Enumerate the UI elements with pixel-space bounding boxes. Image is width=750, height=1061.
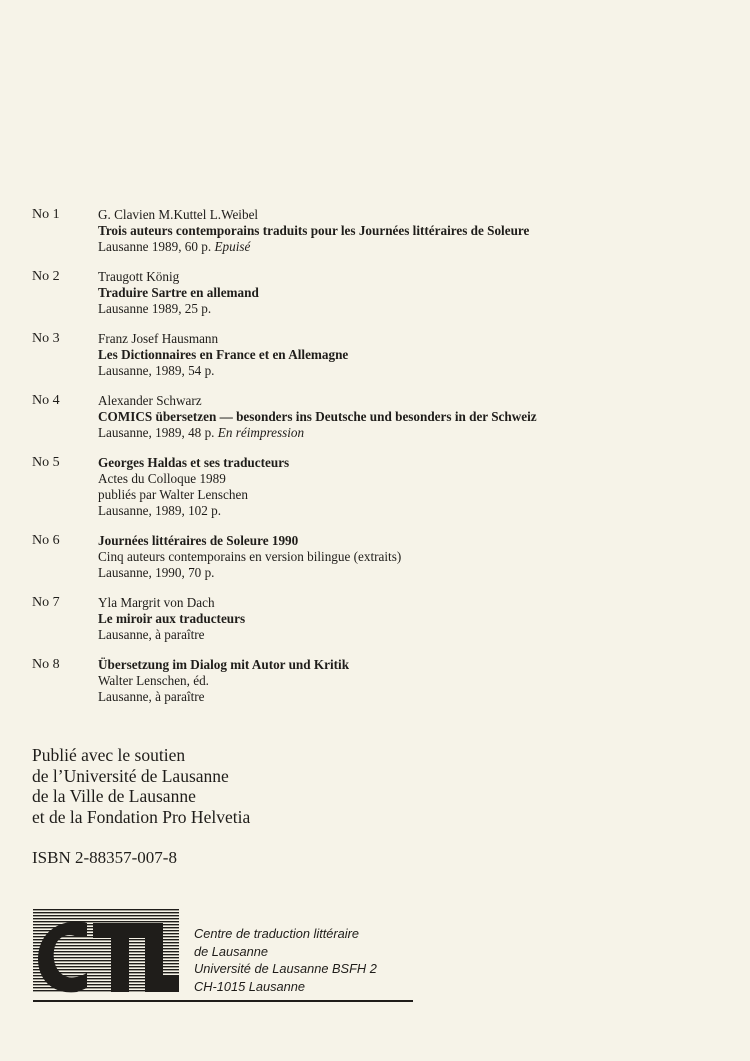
entry-line bbox=[98, 269, 722, 285]
series-list bbox=[32, 207, 722, 719]
series-entry-details bbox=[98, 269, 722, 317]
entry-line bbox=[98, 425, 722, 441]
entry-title bbox=[98, 285, 722, 301]
entry-line-text: Lausanne, 1990, 70 p. bbox=[98, 565, 215, 580]
entry-line-text: G. Clavien M.Kuttel L.Weibel bbox=[98, 207, 259, 222]
entry-line-text: Walter Lenschen, éd. bbox=[98, 673, 209, 688]
entry-line-text: Alexander Schwarz bbox=[98, 393, 202, 408]
support-line: de l’Université de Lausanne bbox=[32, 765, 229, 786]
series-number: No 8 bbox=[32, 657, 60, 672]
support-line: et de la Fondation Pro Helvetia bbox=[32, 806, 251, 827]
entry-line-text: Actes du Colloque 1989 bbox=[98, 471, 226, 486]
series-entry-details bbox=[98, 595, 722, 643]
entry-line bbox=[98, 207, 722, 223]
series-entry bbox=[32, 657, 722, 705]
series-entry-details bbox=[98, 657, 722, 705]
entry-line bbox=[98, 301, 722, 317]
support-statement bbox=[32, 745, 250, 827]
entry-line bbox=[98, 503, 722, 519]
series-entry bbox=[32, 393, 722, 441]
ctl-address bbox=[194, 925, 377, 995]
entry-line-text: Lausanne, à paraître bbox=[98, 689, 205, 704]
entry-title bbox=[98, 657, 722, 673]
entry-line bbox=[98, 331, 722, 347]
entry-line-text: Lausanne, 1989, 102 p. bbox=[98, 503, 222, 518]
series-entry bbox=[32, 207, 722, 255]
entry-line-text: Übersetzung im Dialog mit Autor und Kritik bbox=[98, 657, 350, 672]
support-line: de la Ville de Lausanne bbox=[32, 786, 196, 806]
footer-rule bbox=[33, 1000, 413, 1002]
entry-line bbox=[98, 673, 722, 689]
series-entry-details bbox=[98, 207, 722, 255]
series-number: No 6 bbox=[32, 533, 60, 548]
entry-line bbox=[98, 393, 722, 409]
entry-line-text: Georges Haldas et ses traducteurs bbox=[98, 455, 290, 470]
entry-title bbox=[98, 611, 722, 627]
entry-line-text: publiés par Walter Lenschen bbox=[98, 487, 248, 502]
entry-line-text: Le miroir aux traducteurs bbox=[98, 611, 246, 626]
entry-title bbox=[98, 223, 722, 239]
entry-line-text: Journées littéraires de Soleure 1990 bbox=[98, 533, 299, 548]
series-number: No 2 bbox=[32, 269, 60, 284]
series-entry-details bbox=[98, 533, 722, 581]
series-number: No 3 bbox=[32, 331, 60, 346]
isbn: ISBN 2-88357-007-8 bbox=[32, 848, 177, 867]
entry-line-text: Lausanne, à paraître bbox=[98, 627, 205, 642]
entry-line bbox=[98, 595, 722, 611]
entry-line bbox=[98, 487, 722, 503]
series-entry-details bbox=[98, 455, 722, 519]
address-line: Centre de traduction littéraire bbox=[194, 926, 360, 941]
series-number: No 1 bbox=[32, 207, 60, 222]
entry-line-text: Lausanne, 1989, 54 p. bbox=[98, 363, 215, 378]
series-entry bbox=[32, 533, 722, 581]
entry-line-text: COMICS übersetzen — besonders ins Deutsche und besonders in der Schweiz bbox=[98, 409, 537, 424]
address-line: Université de Lausanne BSFH 2 bbox=[194, 961, 377, 976]
ctl-footer bbox=[33, 906, 413, 1002]
entry-line-text: Yla Margrit von Dach bbox=[98, 595, 215, 610]
series-entry bbox=[32, 455, 722, 519]
entry-status-note: En réimpression bbox=[217, 425, 305, 440]
entry-line bbox=[98, 689, 722, 705]
series-entry bbox=[32, 595, 722, 643]
entry-line-text: Lausanne, 1989, 48 p. bbox=[98, 425, 215, 440]
entry-line bbox=[98, 549, 722, 565]
entry-line-text: Traugott König bbox=[98, 269, 180, 284]
address-line: de Lausanne bbox=[194, 943, 269, 959]
entry-title bbox=[98, 533, 722, 549]
address-line: CH-1015 Lausanne bbox=[194, 978, 305, 994]
series-entry-details bbox=[98, 393, 722, 441]
entry-line bbox=[98, 363, 722, 379]
entry-line bbox=[98, 565, 722, 581]
entry-line-text: Franz Josef Hausmann bbox=[98, 331, 219, 346]
entry-title bbox=[98, 409, 722, 425]
series-entry-details bbox=[98, 331, 722, 379]
entry-line bbox=[98, 627, 722, 643]
series-number: No 4 bbox=[32, 393, 60, 408]
entry-line-text: Traduire Sartre en allemand bbox=[98, 285, 259, 300]
entry-line-text: Cinq auteurs contemporains en version bilingue (extraits) bbox=[98, 549, 402, 564]
series-entry bbox=[32, 269, 722, 317]
series-entry bbox=[32, 331, 722, 379]
entry-line-text: Lausanne 1989, 60 p. bbox=[98, 239, 212, 254]
support-line: Publié avec le soutien bbox=[32, 745, 186, 765]
entry-status-note: Epuisé bbox=[214, 239, 251, 254]
entry-line-text: Lausanne 1989, 25 p. bbox=[98, 301, 212, 316]
entry-line-text: Trois auteurs contemporains traduits pour les Journées littéraires de Soleure bbox=[98, 223, 530, 238]
series-number: No 7 bbox=[32, 595, 60, 610]
entry-line-text: Les Dictionnaires en France et en Allemagne bbox=[98, 347, 349, 362]
entry-title bbox=[98, 347, 722, 363]
entry-title bbox=[98, 455, 722, 471]
entry-line bbox=[98, 471, 722, 487]
entry-line bbox=[98, 239, 722, 255]
series-number: No 5 bbox=[32, 455, 60, 470]
